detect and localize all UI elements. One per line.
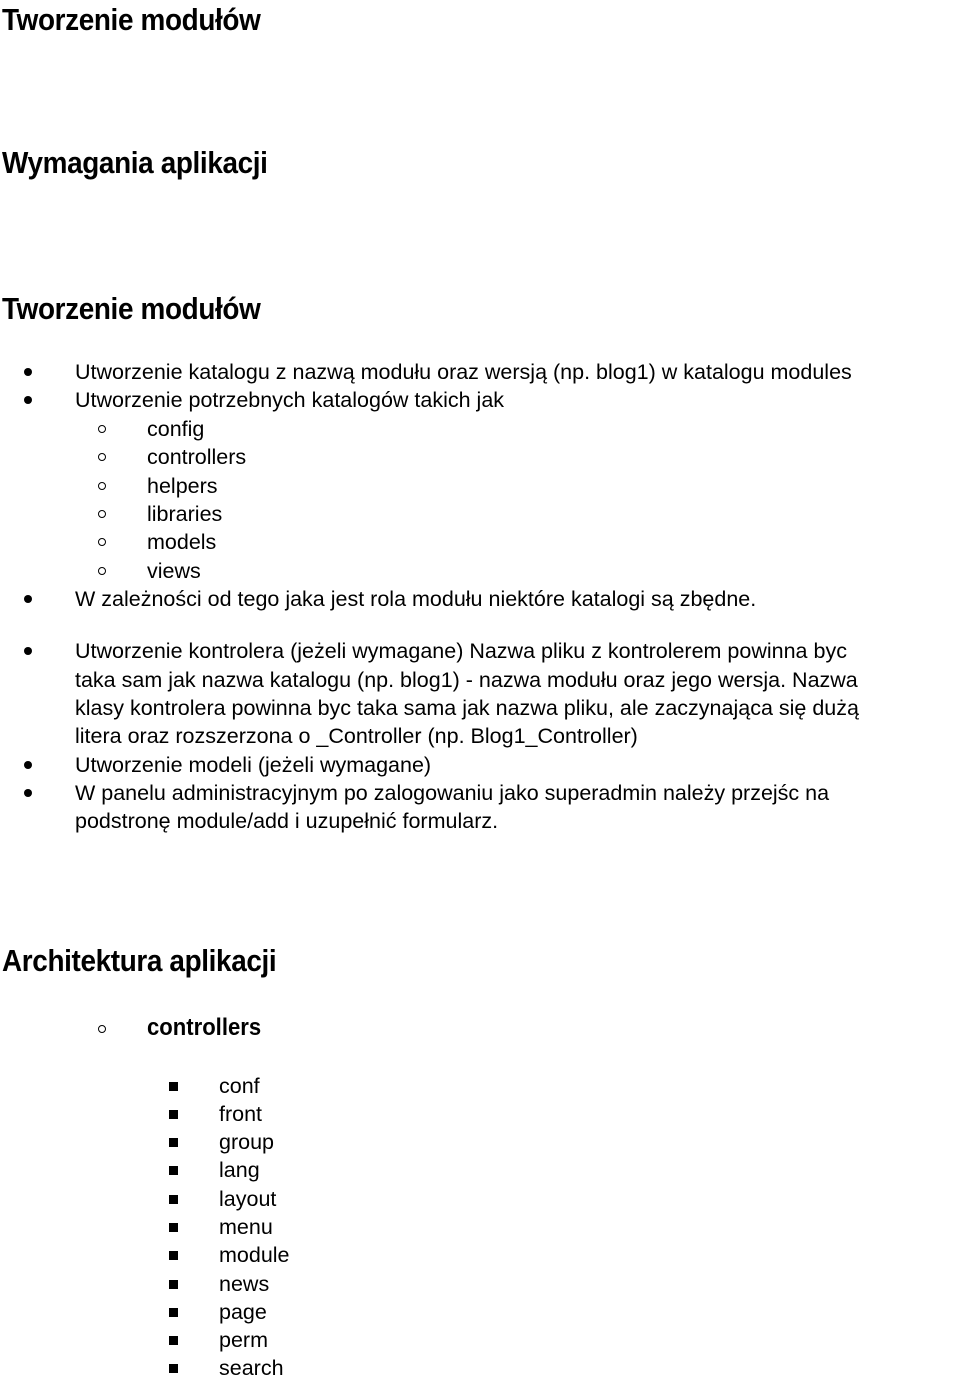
bullet-circle-icon: [98, 425, 106, 433]
bullet-square-icon: [169, 1195, 178, 1204]
list-item: models: [147, 530, 217, 554]
section-heading-architektura: Architektura aplikacji: [2, 943, 277, 978]
list-item: controllers: [147, 445, 247, 469]
bullet-circle-icon: [98, 453, 106, 461]
list-item: perm: [219, 1328, 268, 1352]
bullet-square-icon: [169, 1138, 178, 1147]
bullet-square-icon: [169, 1223, 178, 1232]
list-item: news: [219, 1272, 270, 1296]
bullet-dot-icon: [24, 595, 32, 603]
bullet-dot-icon: [24, 761, 32, 769]
list-item: Utworzenie katalogu z nazwą modułu oraz wersją (np. blog1) w katalogu modules: [75, 360, 852, 384]
list-item: layout: [219, 1187, 277, 1211]
list-item-line: klasy kontrolera powinna byc taka sama jak nazwa pliku, ale zaczynająca się dużą: [75, 696, 859, 720]
list-item-line: podstronę module/add i uzupełnić formularz.: [75, 809, 499, 833]
list-item: views: [147, 559, 201, 583]
section-heading-wymagania: Wymagania aplikacji: [2, 145, 268, 180]
section-heading-tworzenie: Tworzenie modułów: [2, 291, 261, 326]
list-item-line: Utworzenie modeli (jeżeli wymagane): [75, 753, 432, 777]
bullet-dot-icon: [24, 396, 32, 404]
list-item-line: Utworzenie kontrolera (jeżeli wymagane) Nazwa pliku z kontrolerem powinna byc: [75, 639, 847, 663]
list-item-line: W panelu administracyjnym po zalogowaniu jako superadmin należy przejśc na: [75, 781, 830, 805]
bullet-square-icon: [169, 1308, 178, 1317]
list-item: libraries: [147, 502, 223, 526]
list-item: menu: [219, 1215, 273, 1239]
bullet-circle-icon: [98, 538, 106, 546]
bullet-dot-icon: [24, 368, 32, 376]
list-item: front: [219, 1102, 263, 1126]
list-item: conf: [219, 1074, 260, 1098]
list-item-line: taka sam jak nazwa katalogu (np. blog1) - nazwa modułu oraz jego wersja. Nazwa: [75, 668, 858, 692]
bullet-square-icon: [169, 1166, 178, 1175]
subheading-controllers: controllers: [147, 1014, 262, 1041]
bullet-circle-icon: [98, 1025, 106, 1033]
page-title: Tworzenie modułów: [2, 2, 261, 37]
bullet-square-icon: [169, 1110, 178, 1119]
bullet-square-icon: [169, 1082, 178, 1091]
list-item: helpers: [147, 474, 218, 498]
list-item: lang: [219, 1158, 260, 1182]
bullet-square-icon: [169, 1336, 178, 1345]
bullet-circle-icon: [98, 482, 106, 490]
list-item: Utworzenie potrzebnych katalogów takich jak: [75, 388, 505, 412]
list-item: search: [219, 1356, 284, 1380]
list-item: page: [219, 1300, 267, 1324]
bullet-circle-icon: [98, 567, 106, 575]
list-item: config: [147, 417, 205, 441]
bullet-square-icon: [169, 1364, 178, 1373]
list-item: module: [219, 1243, 290, 1267]
bullet-square-icon: [169, 1280, 178, 1289]
bullet-circle-icon: [98, 510, 106, 518]
list-item: W zależności od tego jaka jest rola modułu niektóre katalogi są zbędne.: [75, 587, 757, 611]
bullet-dot-icon: [24, 647, 32, 655]
list-item-line: litera oraz rozszerzona o _Controller (np. Blog1_Controller): [75, 724, 638, 748]
bullet-dot-icon: [24, 789, 32, 797]
bullet-square-icon: [169, 1251, 178, 1260]
list-item: group: [219, 1130, 274, 1154]
